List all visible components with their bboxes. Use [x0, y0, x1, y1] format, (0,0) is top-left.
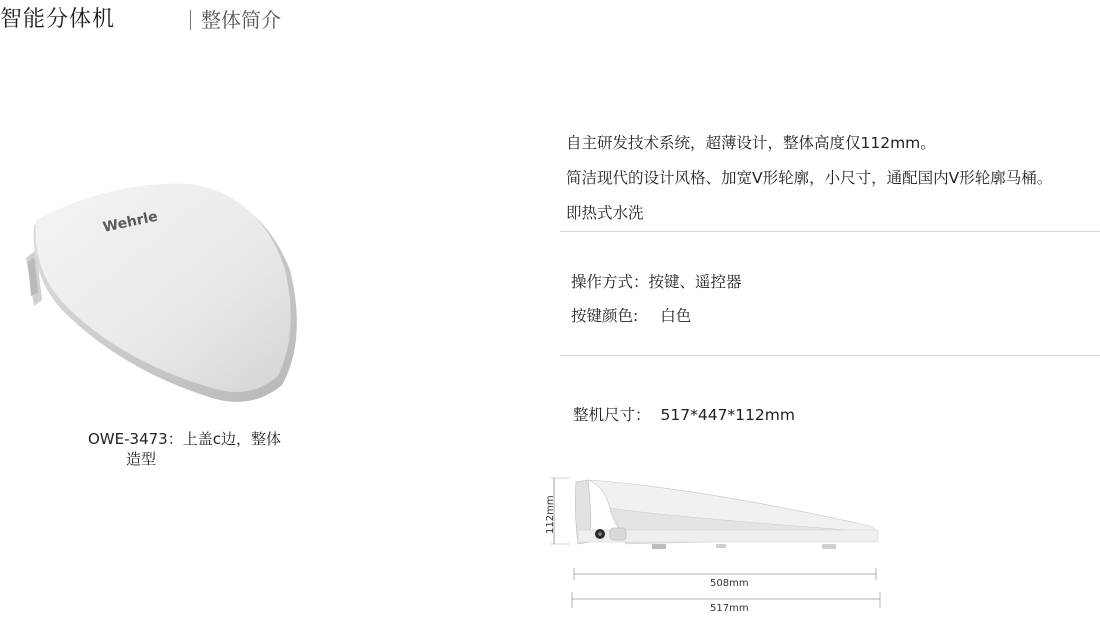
caption-line2: 造型 — [126, 450, 157, 468]
spec-color-label: 按键颜色: — [571, 307, 639, 325]
size-spec — [573, 403, 795, 425]
outer-length-label: 517mm — [710, 603, 749, 614]
desc-line-2: 简洁现代的设计风格、加宽V形轮廓，小尺寸，通配国内V形轮廓马桶。 — [566, 169, 1053, 187]
side-dimension-diagram — [540, 468, 890, 616]
desc-line-1: 自主研发技术系统，超薄设计，整体高度仅112mm。 — [566, 134, 936, 152]
page-subtitle — [190, 4, 281, 33]
spec-color-value: 白色 — [660, 307, 692, 325]
spec-operation — [571, 265, 742, 299]
size-label: 整机尺寸： — [573, 406, 651, 424]
page-title: 智能分体机 — [0, 7, 116, 32]
product-caption — [88, 429, 318, 469]
divider-1 — [560, 231, 1100, 232]
spec-operation-label: 操作方式： — [571, 273, 649, 291]
spec-operation-value: 按键、遥控器 — [648, 273, 742, 291]
height-dim-label: 112mm — [545, 495, 556, 534]
description — [566, 126, 1052, 231]
desc-line-3: 即热式水洗 — [566, 204, 644, 222]
size-value: 517*447*112mm — [660, 406, 795, 424]
divider-2 — [560, 355, 1100, 356]
subtitle-text: 整体简介 — [201, 8, 281, 32]
specs-block — [571, 265, 742, 333]
brand-logo: Wehrle — [101, 208, 160, 236]
caption-line1: OWE-3473：上盖c边，整体 — [88, 430, 281, 448]
product-photo — [22, 180, 307, 410]
inner-length-label: 508mm — [710, 578, 749, 589]
title-divider — [190, 10, 191, 30]
spec-color — [571, 299, 742, 333]
